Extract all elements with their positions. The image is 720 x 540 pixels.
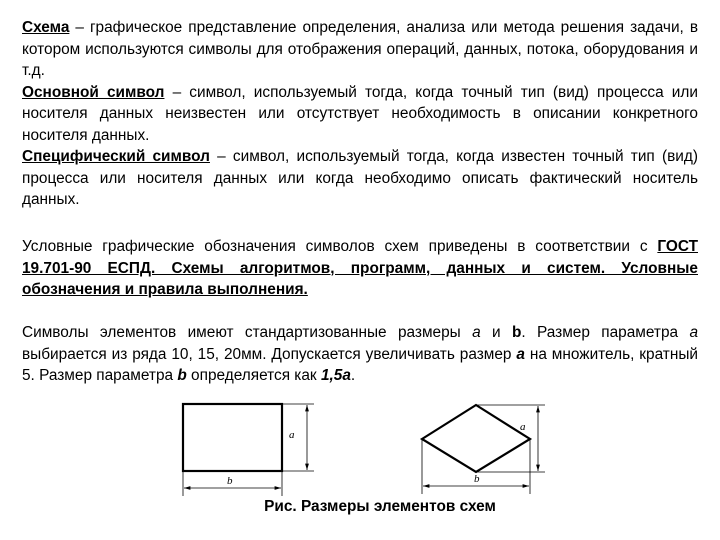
standard-reference: ГОСТ 19.701-90 ЕСПД. Схемы алгоритмов, программ, данных и систем. Условные обозначения и правила выполнения. xyxy=(22,238,698,298)
diamond-dimension-b: b xyxy=(474,473,480,485)
param-a: a xyxy=(689,324,699,341)
diamond-symbol xyxy=(422,405,545,494)
term-basic-symbol: Основной символ xyxy=(22,83,165,101)
definition-scheme: – графическое представление определения, анализа или метода решения задачи, в котором используются символы для отображения операций, данных, потока, оборудования и т.д. xyxy=(22,19,698,79)
sizes-text-4: выбирается из ряда 10, 15, 20мм. Допускается увеличивать размер xyxy=(22,345,517,363)
param-a: a xyxy=(516,345,525,363)
sizes-text-2: и xyxy=(480,324,512,341)
size-formula: 1,5a xyxy=(320,367,351,384)
term-specific-symbol: Специфический символ xyxy=(22,148,210,165)
definition-basic-symbol: – символ, используемый тогда, когда точный тип (вид) процесса или носителя данных неизвестен или отсутствует необходимость в описании конкретного носителя данных. xyxy=(22,83,698,144)
sizes-text-7: . xyxy=(350,367,356,384)
sizes-text-6: определяется как xyxy=(186,367,321,384)
param-a: a xyxy=(472,324,481,341)
sizes-text-5: на множитель, кратный 5. Размер параметра xyxy=(22,345,698,384)
definition-specific-symbol: – символ, используемый тогда, когда известен точный тип (вид) процесса или носителя данных или когда необходимо описать фактический носитель данных. xyxy=(22,148,698,208)
param-b: b xyxy=(511,324,522,341)
standard-intro: Условные графические обозначения символов схем приведены в соответствии с xyxy=(22,238,658,255)
sizes-text-1: Символы элементов имеют стандартизованные размеры xyxy=(22,324,473,341)
param-b: b xyxy=(177,367,187,384)
rect-dimension-b: b xyxy=(227,475,233,487)
rectangle-symbol xyxy=(183,404,314,496)
rect-dimension-a: a xyxy=(289,429,295,441)
diamond-dimension-a: a xyxy=(520,421,526,433)
term-scheme: Схема xyxy=(22,19,70,36)
figure-caption: Рис. Размеры элементов схем xyxy=(264,498,496,515)
sizes-text-3: . Размер параметра xyxy=(521,324,690,341)
